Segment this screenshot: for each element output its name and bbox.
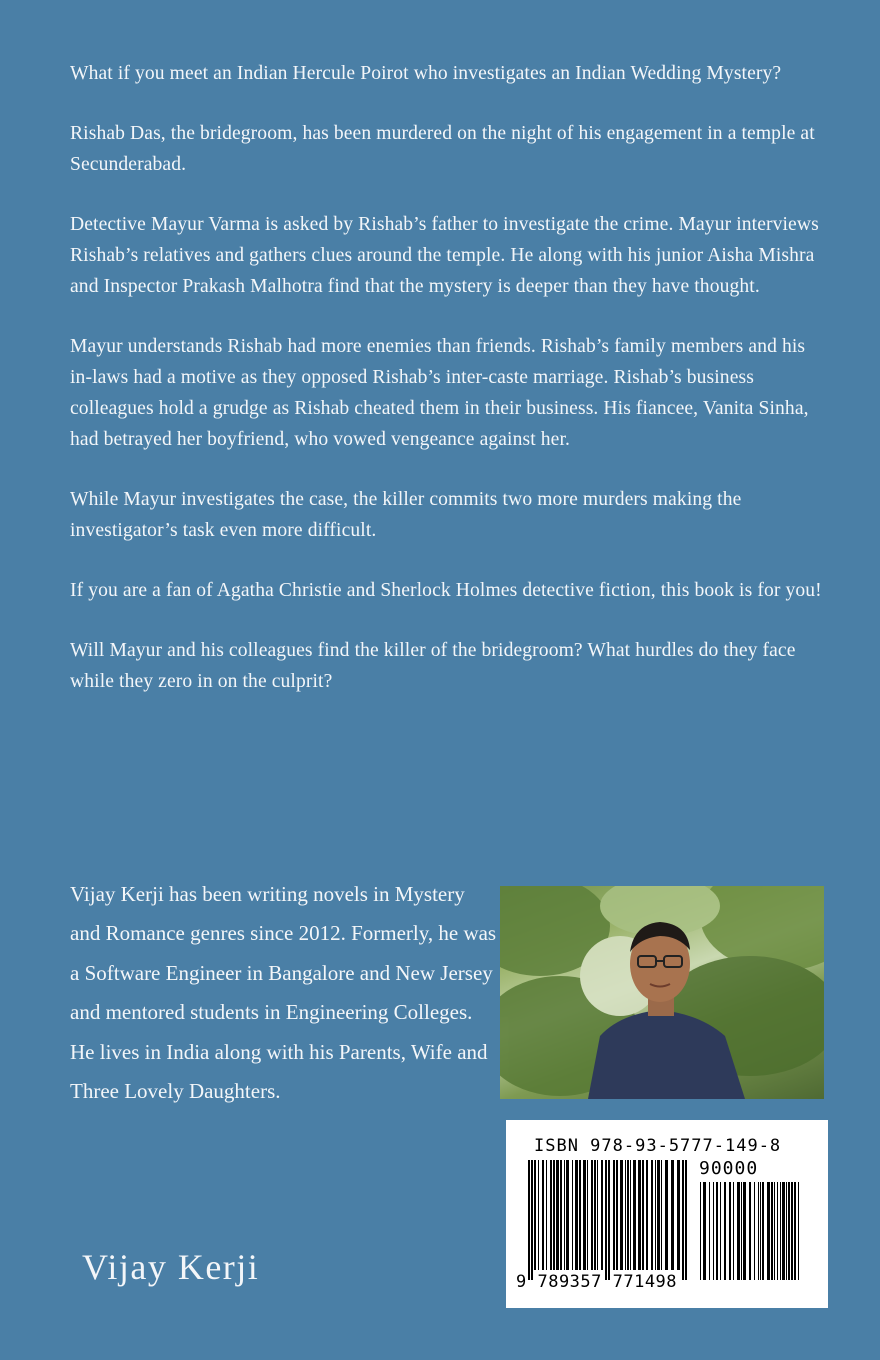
barcode-bar [553,1160,555,1270]
barcode-addon-digits: 90000 [699,1158,759,1179]
barcode-bar [741,1182,742,1280]
barcode-bar [713,1182,714,1280]
barcode-bar [729,1182,731,1280]
barcode-bar [782,1182,785,1280]
blurb-paragraph-1: What if you meet an Indian Hercule Poirot who investigates an Indian Wedding Mystery? [70,63,782,84]
barcode-bar [542,1160,544,1270]
barcode-bar [762,1182,764,1280]
barcode-guard-bar [528,1160,530,1280]
barcode-bar [754,1182,755,1280]
barcode-bar [798,1182,799,1280]
barcode-bar [642,1160,644,1270]
author-photo [500,886,824,1099]
blurb-paragraph-6: If you are a fan of Agatha Christie and Sherlock Holmes detective fiction, this book is for you! [70,580,822,601]
barcode-bar [556,1160,559,1270]
barcode-bar [677,1160,680,1270]
barcode-bar [613,1160,615,1270]
blurb-paragraph-4: Mayur understands Rishab had more enemies than friends. Rishab’s family members and his in-laws had a motive as they opposed Rishab’s inter-caste marriage. Rishab’s business colleagues hold a grudge as Rishab cheated them in their business. His fiancee, Vanita Sinha, had betrayed her boyfriend, who vowed vengeance against her. [70,336,809,450]
barcode-bar [758,1182,759,1280]
barcode-bar [709,1182,710,1280]
barcode-guard-bar [605,1160,607,1280]
author-photo-illustration [500,886,824,1099]
barcode-bar [774,1182,775,1280]
barcode-ean-digits: 9 789357 771498 [516,1272,678,1292]
barcode-bar [616,1160,618,1270]
barcode-bar [661,1160,662,1270]
barcode-bar [720,1182,721,1280]
isbn-barcode [506,1120,828,1308]
barcode-bar [572,1160,573,1270]
barcode-bar [575,1160,578,1270]
barcode-bar [564,1160,565,1270]
barcode-guard-bar [608,1160,610,1280]
author-name: Vijay Kerji [82,1247,260,1287]
barcode-bar [534,1160,536,1270]
barcode-bar [733,1182,734,1280]
barcode-bar [591,1160,593,1270]
author-bio: Vijay Kerji has been writing novels in Mystery and Romance genres since 2012. Formerly, he was a Software Engineer in Bangalore and New Jersey and mentored students in Engineering Colleges. He lives in India along with his Parents, Wife and Three Lovely Daughters. [70,882,497,1104]
barcode-bar [627,1160,629,1270]
barcode-bar [655,1160,656,1270]
barcode-guard-bar [685,1160,687,1280]
barcode-bar [671,1160,674,1270]
barcode-bar [560,1160,562,1270]
barcode-bar [791,1182,793,1280]
barcode-bar [743,1182,746,1280]
barcode-bar [700,1182,701,1280]
barcode-bar [657,1160,660,1270]
barcode-bar [538,1160,539,1270]
barcode-bar [630,1160,631,1270]
barcode-bar [788,1182,790,1280]
barcode-bar [638,1160,641,1270]
barcode-bar [594,1160,596,1270]
blurb-paragraph-3: Detective Mayur Varma is asked by Rishab’s father to investigate the crime. Mayur interviews Rishab’s relatives and gathers clues around the temple. He along with his junior Aisha Mishra and Inspector Prakash Malhotra find that the mystery is deeper than they have thought. [70,214,819,297]
barcode-bar [780,1182,781,1280]
barcode-bar [601,1160,603,1270]
barcode-bar [550,1160,552,1270]
barcode-bar [566,1160,569,1270]
barcode-guard-bar [531,1160,533,1280]
barcode-bar [620,1160,623,1270]
barcode-bar [794,1182,796,1280]
barcode-bar [625,1160,626,1270]
barcode-bar [786,1182,787,1280]
barcode-bar [749,1182,751,1280]
barcode-bar [546,1160,547,1270]
blurb [70,58,830,726]
blurb-paragraph-5: While Mayur investigates the case, the killer commits two more murders making the investigator’s task even more difficult. [70,489,742,541]
barcode-bar [703,1182,706,1280]
barcode-bar [587,1160,588,1270]
barcode-bar [665,1160,668,1270]
barcode-bar [597,1160,598,1270]
blurb-paragraph-7: Will Mayur and his colleagues find the killer of the bridegroom? What hurdles do they face while they zero in on the culprit? [70,640,796,692]
barcode-guard-bar [682,1160,684,1280]
barcode-bar [646,1160,648,1270]
isbn-text: ISBN 978-93-5777-149-8 [534,1136,782,1156]
barcode-bar [767,1182,770,1280]
barcode-bar [777,1182,778,1280]
blurb-paragraph-2: Rishab Das, the bridegroom, has been murdered on the night of his engagement in a temple at Secunderabad. [70,123,815,175]
barcode-bar [633,1160,636,1270]
barcode-bar [760,1182,761,1280]
barcode-bar [771,1182,773,1280]
barcode-bar [651,1160,653,1270]
barcode-bar [737,1182,740,1280]
barcode-bar [583,1160,586,1270]
barcode-bar [724,1182,726,1280]
barcode-bar [579,1160,581,1270]
barcode-bar [716,1182,718,1280]
